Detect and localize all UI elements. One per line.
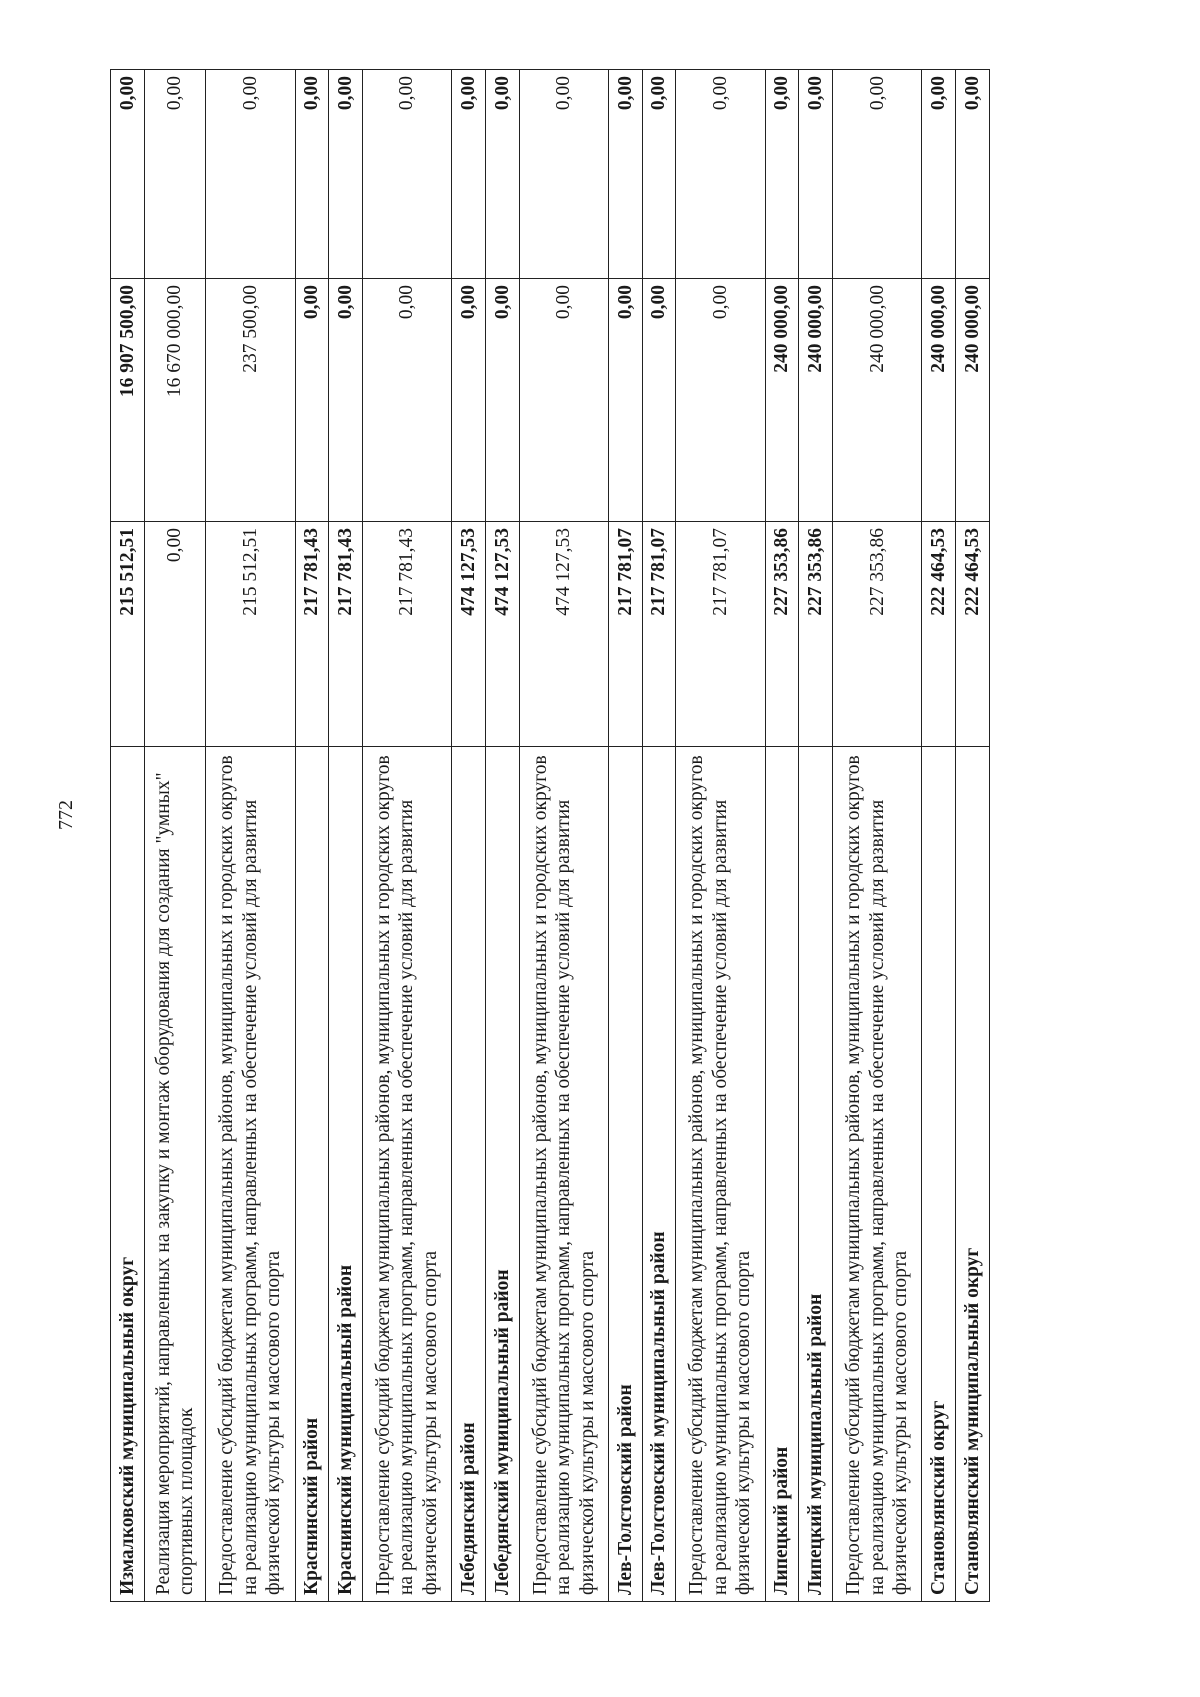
row-value-1-cell: 217 781,07 xyxy=(608,522,642,747)
table-row xyxy=(144,70,206,1602)
row-value-2-cell: 0,00 xyxy=(608,279,642,522)
row-value-2-cell: 0,00 xyxy=(329,279,363,522)
row-value-3-cell: 0,00 xyxy=(485,70,519,279)
row-value-2-cell: 240 000,00 xyxy=(922,279,956,522)
budget-table-container xyxy=(110,76,990,1602)
row-name-cell: Лев-Толстовский муниципальный район xyxy=(642,747,676,1602)
row-value-3-cell: 0,00 xyxy=(676,70,765,279)
table-row xyxy=(799,70,833,1602)
row-name-cell: Лебедянский район xyxy=(452,747,486,1602)
row-value-1-cell: 215 512,51 xyxy=(206,522,295,747)
table-row xyxy=(608,70,642,1602)
row-value-2-cell: 240 000,00 xyxy=(833,279,922,522)
row-value-2-cell: 0,00 xyxy=(676,279,765,522)
table-row xyxy=(485,70,519,1602)
row-value-1-cell: 474 127,53 xyxy=(485,522,519,747)
row-value-2-cell: 240 000,00 xyxy=(956,279,990,522)
table-row xyxy=(111,70,145,1602)
row-value-1-cell: 217 781,43 xyxy=(295,522,329,747)
row-value-3-cell: 0,00 xyxy=(642,70,676,279)
row-value-3-cell: 0,00 xyxy=(956,70,990,279)
row-value-3-cell: 0,00 xyxy=(144,70,206,279)
table-row xyxy=(956,70,990,1602)
row-value-1-cell: 217 781,07 xyxy=(642,522,676,747)
table-row xyxy=(452,70,486,1602)
row-value-3-cell: 0,00 xyxy=(295,70,329,279)
row-value-2-cell: 240 000,00 xyxy=(799,279,833,522)
budget-table xyxy=(110,69,990,1602)
row-value-3-cell: 0,00 xyxy=(765,70,799,279)
row-name-cell: Лев-Толстовский район xyxy=(608,747,642,1602)
row-value-2-cell: 16 670 000,00 xyxy=(144,279,206,522)
row-name-cell: Предоставление субсидий бюджетам муниципальных районов, муниципальных и городских округов на реализацию муниципальных программ, направленных на обеспечение условий для развития физической культуры и массового спорта xyxy=(206,747,295,1602)
row-value-2-cell: 0,00 xyxy=(362,279,451,522)
row-name-cell: Лебедянский муниципальный район xyxy=(485,747,519,1602)
row-name-cell: Становлянский округ xyxy=(922,747,956,1602)
row-value-3-cell: 0,00 xyxy=(519,70,608,279)
row-value-1-cell: 474 127,53 xyxy=(519,522,608,747)
row-name-cell: Измалковский муниципальный округ xyxy=(111,747,145,1602)
table-row xyxy=(833,70,922,1602)
table-row xyxy=(922,70,956,1602)
row-name-cell: Краснинский муниципальный район xyxy=(329,747,363,1602)
row-value-3-cell: 0,00 xyxy=(922,70,956,279)
row-name-cell: Становлянский муниципальный округ xyxy=(956,747,990,1602)
row-value-1-cell: 217 781,43 xyxy=(362,522,451,747)
row-value-1-cell: 227 353,86 xyxy=(799,522,833,747)
table-row xyxy=(676,70,765,1602)
row-name-cell: Реализация мероприятий, направленных на закупку и монтаж оборудования для создания "умных" спортивных площадок xyxy=(144,747,206,1602)
row-value-3-cell: 0,00 xyxy=(799,70,833,279)
row-value-1-cell: 215 512,51 xyxy=(111,522,145,747)
row-value-2-cell: 0,00 xyxy=(452,279,486,522)
table-row xyxy=(329,70,363,1602)
row-value-3-cell: 0,00 xyxy=(452,70,486,279)
row-name-cell: Предоставление субсидий бюджетам муниципальных районов, муниципальных и городских округов на реализацию муниципальных программ, направленных на обеспечение условий для развития физической культуры и массового спорта xyxy=(519,747,608,1602)
row-value-1-cell: 474 127,53 xyxy=(452,522,486,747)
table-row xyxy=(642,70,676,1602)
row-value-2-cell: 16 907 500,00 xyxy=(111,279,145,522)
row-value-1-cell: 222 464,53 xyxy=(922,522,956,747)
row-value-2-cell: 0,00 xyxy=(295,279,329,522)
row-value-2-cell: 237 500,00 xyxy=(206,279,295,522)
row-value-3-cell: 0,00 xyxy=(362,70,451,279)
budget-table-body xyxy=(111,70,990,1602)
row-value-1-cell: 227 353,86 xyxy=(765,522,799,747)
row-name-cell: Предоставление субсидий бюджетам муниципальных районов, муниципальных и городских округов на реализацию муниципальных программ, направленных на обеспечение условий для развития физической культуры и массового спорта xyxy=(833,747,922,1602)
row-value-1-cell: 227 353,86 xyxy=(833,522,922,747)
table-row xyxy=(295,70,329,1602)
row-name-cell: Липецкий муниципальный район xyxy=(799,747,833,1602)
row-value-2-cell: 0,00 xyxy=(642,279,676,522)
row-name-cell: Предоставление субсидий бюджетам муниципальных районов, муниципальных и городских округов на реализацию муниципальных программ, направленных на обеспечение условий для развития физической культуры и массового спорта xyxy=(362,747,451,1602)
row-name-cell: Предоставление субсидий бюджетам муниципальных районов, муниципальных и городских округов на реализацию муниципальных программ, направленных на обеспечение условий для развития физической культуры и массового спорта xyxy=(676,747,765,1602)
table-row xyxy=(519,70,608,1602)
row-value-3-cell: 0,00 xyxy=(608,70,642,279)
row-value-2-cell: 240 000,00 xyxy=(765,279,799,522)
row-value-2-cell: 0,00 xyxy=(485,279,519,522)
row-value-1-cell: 0,00 xyxy=(144,522,206,747)
row-name-cell: Краснинский район xyxy=(295,747,329,1602)
row-value-3-cell: 0,00 xyxy=(111,70,145,279)
table-row xyxy=(765,70,799,1602)
row-value-3-cell: 0,00 xyxy=(206,70,295,279)
table-row xyxy=(206,70,295,1602)
table-row xyxy=(362,70,451,1602)
row-value-2-cell: 0,00 xyxy=(519,279,608,522)
row-value-1-cell: 222 464,53 xyxy=(956,522,990,747)
row-value-1-cell: 217 781,43 xyxy=(329,522,363,747)
row-value-1-cell: 217 781,07 xyxy=(676,522,765,747)
page-number: 772 xyxy=(55,800,77,830)
row-value-3-cell: 0,00 xyxy=(833,70,922,279)
row-name-cell: Липецкий район xyxy=(765,747,799,1602)
row-value-3-cell: 0,00 xyxy=(329,70,363,279)
